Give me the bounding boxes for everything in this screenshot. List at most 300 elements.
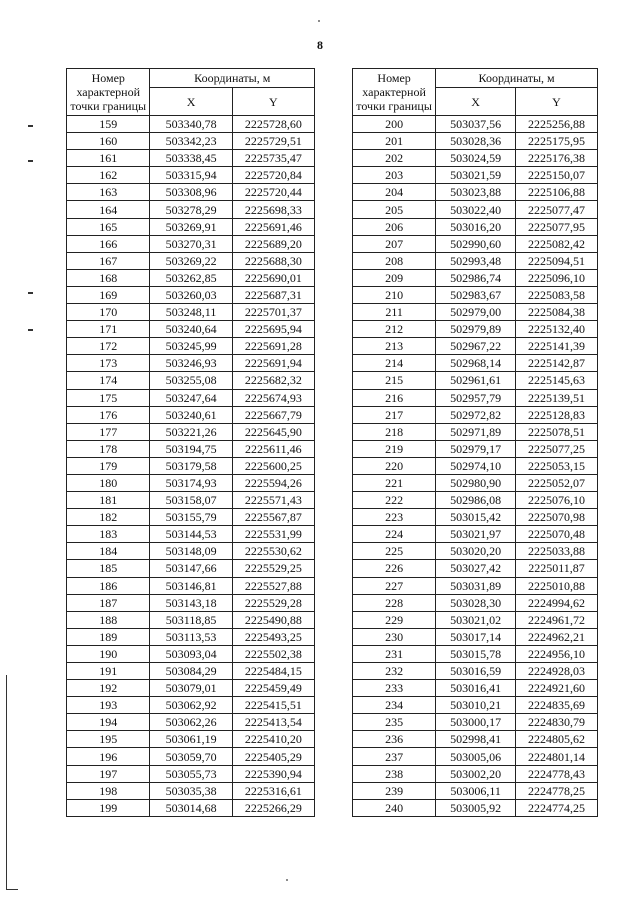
y-coordinate-cell: 2225077,47 [516,201,598,218]
y-coordinate-cell: 2225132,40 [516,321,598,338]
point-number-cell: 172 [67,338,150,355]
point-number-cell: 161 [67,150,150,167]
y-coordinate-cell: 2225176,38 [516,150,598,167]
table-row [67,509,315,526]
point-number-header: Номер характерной точки границы [353,69,436,116]
point-number-cell: 239 [353,782,436,799]
table-row [353,526,598,543]
table-row [353,611,598,628]
y-coordinate-cell: 2225529,25 [232,560,314,577]
y-coordinate-cell: 2225691,46 [232,218,314,235]
table-row [67,526,315,543]
point-number-cell: 186 [67,577,150,594]
scan-dot [286,879,288,881]
point-number-cell: 177 [67,423,150,440]
point-number-cell: 175 [67,389,150,406]
point-number-cell: 219 [353,440,436,457]
x-coordinate-cell: 502968,14 [436,355,516,372]
point-number-cell: 181 [67,492,150,509]
y-coordinate-cell: 2224928,03 [516,663,598,680]
y-coordinate-cell: 2225077,95 [516,218,598,235]
y-coordinate-cell: 2225687,31 [232,286,314,303]
y-coordinate-cell: 2225567,87 [232,509,314,526]
table-row [353,731,598,748]
table-row [353,372,598,389]
y-coordinate-cell: 2225033,88 [516,543,598,560]
y-coordinate-cell: 2225010,88 [516,577,598,594]
y-coordinate-cell: 2224830,79 [516,714,598,731]
point-number-cell: 163 [67,184,150,201]
point-number-cell: 232 [353,663,436,680]
table-row [67,663,315,680]
x-coordinate-cell: 503221,26 [150,423,232,440]
table-row [67,218,315,235]
point-number-cell: 215 [353,372,436,389]
x-coordinate-cell: 503017,14 [436,628,516,645]
margin-line [6,889,18,890]
table-row [67,457,315,474]
table-row [67,133,315,150]
x-coordinate-cell: 503059,70 [150,748,232,765]
table-row [353,645,598,662]
x-coordinate-cell: 502990,60 [436,235,516,252]
table-row [67,714,315,731]
table-row [67,645,315,662]
table-row [353,406,598,423]
x-coordinate-cell: 502983,67 [436,286,516,303]
table-row [67,355,315,372]
table-row [67,423,315,440]
y-coordinate-cell: 2225698,33 [232,201,314,218]
x-coordinate-cell: 503062,92 [150,697,232,714]
x-coordinate-cell: 503000,17 [436,714,516,731]
y-coordinate-cell: 2225150,07 [516,167,598,184]
y-coordinate-cell: 2225094,51 [516,252,598,269]
point-number-cell: 176 [67,406,150,423]
point-number-cell: 229 [353,611,436,628]
table-row [353,509,598,526]
y-coordinate-cell: 2225645,90 [232,423,314,440]
table-row [353,423,598,440]
x-coordinate-cell: 503143,18 [150,594,232,611]
y-coordinate-cell: 2225175,95 [516,133,598,150]
x-coordinate-cell: 503016,59 [436,663,516,680]
y-coordinate-cell: 2225674,93 [232,389,314,406]
point-number-cell: 169 [67,286,150,303]
x-coordinate-cell: 503262,85 [150,269,232,286]
point-number-cell: 236 [353,731,436,748]
margin-mark [28,292,33,294]
table-row [67,338,315,355]
y-coordinate-cell: 2225530,62 [232,543,314,560]
table-row [67,731,315,748]
y-header: Y [232,88,314,116]
point-number-cell: 227 [353,577,436,594]
x-header: X [436,88,516,116]
y-coordinate-cell: 2224994,62 [516,594,598,611]
point-number-cell: 180 [67,474,150,491]
point-number-cell: 193 [67,697,150,714]
y-coordinate-cell: 2224778,43 [516,765,598,782]
table-row [67,372,315,389]
point-number-cell: 187 [67,594,150,611]
y-coordinate-cell: 2225096,10 [516,269,598,286]
point-number-cell: 228 [353,594,436,611]
x-coordinate-cell: 503062,26 [150,714,232,731]
point-number-cell: 190 [67,645,150,662]
x-coordinate-cell: 503022,40 [436,201,516,218]
x-coordinate-cell: 502986,08 [436,492,516,509]
y-coordinate-cell: 2225077,25 [516,440,598,457]
point-number-cell: 171 [67,321,150,338]
x-coordinate-cell: 503255,08 [150,372,232,389]
point-number-header: Номер характерной точки границы [67,69,150,116]
point-number-cell: 183 [67,526,150,543]
point-number-cell: 168 [67,269,150,286]
y-coordinate-cell: 2225390,94 [232,765,314,782]
table-row [353,594,598,611]
x-coordinate-cell: 503240,64 [150,321,232,338]
table-row [67,543,315,560]
y-coordinate-cell: 2225076,10 [516,492,598,509]
point-number-cell: 221 [353,474,436,491]
x-coordinate-cell: 503158,07 [150,492,232,509]
scan-dot [318,20,320,22]
table-row [67,304,315,321]
x-coordinate-cell: 502961,61 [436,372,516,389]
table-row [353,680,598,697]
y-coordinate-cell: 2225695,94 [232,321,314,338]
table-row [353,765,598,782]
table-row [353,304,598,321]
table-row [353,167,598,184]
y-coordinate-cell: 2224835,69 [516,697,598,714]
x-coordinate-cell: 503246,93 [150,355,232,372]
table-row [67,782,315,799]
point-number-cell: 214 [353,355,436,372]
x-coordinate-cell: 503269,22 [150,252,232,269]
point-number-cell: 189 [67,628,150,645]
x-coordinate-cell: 503055,73 [150,765,232,782]
y-coordinate-cell: 2225729,51 [232,133,314,150]
point-number-cell: 182 [67,509,150,526]
table-row [353,440,598,457]
x-coordinate-cell: 503002,20 [436,765,516,782]
table-row [67,116,315,133]
x-coordinate-cell: 503005,92 [436,799,516,816]
table-row [353,799,598,816]
x-coordinate-cell: 502979,89 [436,321,516,338]
x-coordinate-cell: 503016,41 [436,680,516,697]
x-coordinate-cell: 503006,11 [436,782,516,799]
y-coordinate-cell: 2224778,25 [516,782,598,799]
x-coordinate-cell: 503005,06 [436,748,516,765]
point-number-cell: 226 [353,560,436,577]
y-coordinate-cell: 2225410,20 [232,731,314,748]
table-row [353,321,598,338]
x-coordinate-cell: 503155,79 [150,509,232,526]
y-coordinate-cell: 2225145,63 [516,372,598,389]
y-coordinate-cell: 2224921,60 [516,680,598,697]
page-number: 8 [317,38,323,52]
point-number-cell: 213 [353,338,436,355]
x-coordinate-cell: 503146,81 [150,577,232,594]
point-number-cell: 198 [67,782,150,799]
point-number-cell: 184 [67,543,150,560]
point-number-cell: 218 [353,423,436,440]
table-row [353,748,598,765]
table-row [67,389,315,406]
table-row [67,235,315,252]
point-number-cell: 220 [353,457,436,474]
y-coordinate-cell: 2225490,88 [232,611,314,628]
point-number-cell: 164 [67,201,150,218]
x-coordinate-cell: 503240,61 [150,406,232,423]
table-row [353,355,598,372]
x-coordinate-cell: 502974,10 [436,457,516,474]
x-coordinate-cell: 503028,36 [436,133,516,150]
point-number-cell: 240 [353,799,436,816]
y-coordinate-cell: 2225735,47 [232,150,314,167]
table-row [353,218,598,235]
table-row [67,184,315,201]
x-coordinate-cell: 502979,00 [436,304,516,321]
point-number-cell: 178 [67,440,150,457]
x-coordinate-cell: 503015,42 [436,509,516,526]
coordinates-table-right [352,68,598,817]
table-row [353,235,598,252]
point-number-cell: 194 [67,714,150,731]
y-coordinate-cell: 2225600,25 [232,457,314,474]
y-coordinate-cell: 2225266,29 [232,799,314,816]
y-coordinate-cell: 2225256,88 [516,116,598,133]
table-row [353,252,598,269]
point-number-cell: 235 [353,714,436,731]
y-coordinate-cell: 2225682,32 [232,372,314,389]
x-coordinate-cell: 503340,78 [150,116,232,133]
x-coordinate-cell: 502993,48 [436,252,516,269]
table-row [353,201,598,218]
point-number-cell: 173 [67,355,150,372]
x-coordinate-cell: 503016,20 [436,218,516,235]
x-coordinate-cell: 503308,96 [150,184,232,201]
table-row [353,628,598,645]
point-number-cell: 160 [67,133,150,150]
table-row [67,628,315,645]
point-number-cell: 202 [353,150,436,167]
point-number-cell: 174 [67,372,150,389]
coordinates-header: Координаты, м [150,69,315,88]
table-row [353,184,598,201]
y-coordinate-cell: 2225594,26 [232,474,314,491]
y-coordinate-cell: 2225078,51 [516,423,598,440]
x-coordinate-cell: 502957,79 [436,389,516,406]
margin-mark [28,329,33,331]
table-row [353,133,598,150]
point-number-cell: 230 [353,628,436,645]
point-number-cell: 192 [67,680,150,697]
point-number-cell: 165 [67,218,150,235]
point-number-cell: 191 [67,663,150,680]
x-coordinate-cell: 503315,94 [150,167,232,184]
point-number-cell: 166 [67,235,150,252]
point-number-cell: 216 [353,389,436,406]
x-coordinate-cell: 503015,78 [436,645,516,662]
table-row [67,406,315,423]
y-coordinate-cell: 2225052,07 [516,474,598,491]
y-coordinate-cell: 2225571,43 [232,492,314,509]
x-coordinate-cell: 503248,11 [150,304,232,321]
table-row [353,338,598,355]
point-number-cell: 234 [353,697,436,714]
y-coordinate-cell: 2225689,20 [232,235,314,252]
point-number-cell: 201 [353,133,436,150]
point-number-cell: 200 [353,116,436,133]
x-header: X [150,88,232,116]
x-coordinate-cell: 503021,59 [436,167,516,184]
y-coordinate-cell: 2225070,98 [516,509,598,526]
y-coordinate-cell: 2225070,48 [516,526,598,543]
point-number-cell: 207 [353,235,436,252]
table-row [353,150,598,167]
x-coordinate-cell: 503260,03 [150,286,232,303]
table-row [353,782,598,799]
y-coordinate-cell: 2225083,58 [516,286,598,303]
y-coordinate-cell: 2225415,51 [232,697,314,714]
x-coordinate-cell: 503021,02 [436,611,516,628]
y-coordinate-cell: 2225405,29 [232,748,314,765]
x-coordinate-cell: 503270,31 [150,235,232,252]
point-number-cell: 211 [353,304,436,321]
y-coordinate-cell: 2225139,51 [516,389,598,406]
point-number-cell: 233 [353,680,436,697]
table-row [67,440,315,457]
point-number-cell: 209 [353,269,436,286]
y-coordinate-cell: 2225720,44 [232,184,314,201]
y-coordinate-cell: 2225484,15 [232,663,314,680]
table-row [67,594,315,611]
y-coordinate-cell: 2225082,42 [516,235,598,252]
margin-line [6,675,7,890]
point-number-cell: 208 [353,252,436,269]
y-coordinate-cell: 2224774,25 [516,799,598,816]
y-coordinate-cell: 2224961,72 [516,611,598,628]
table-row [67,577,315,594]
point-number-cell: 212 [353,321,436,338]
coordinates-header: Координаты, м [436,69,598,88]
point-number-cell: 206 [353,218,436,235]
y-coordinate-cell: 2225106,88 [516,184,598,201]
point-number-cell: 185 [67,560,150,577]
point-number-cell: 238 [353,765,436,782]
table-row [353,492,598,509]
y-coordinate-cell: 2225142,87 [516,355,598,372]
x-coordinate-cell: 502967,22 [436,338,516,355]
coordinates-table-left [66,68,315,817]
point-number-cell: 204 [353,184,436,201]
x-coordinate-cell: 502986,74 [436,269,516,286]
x-coordinate-cell: 503027,42 [436,560,516,577]
x-coordinate-cell: 503037,56 [436,116,516,133]
table-row [67,560,315,577]
y-coordinate-cell: 2224962,21 [516,628,598,645]
table-row [67,492,315,509]
point-number-cell: 223 [353,509,436,526]
y-coordinate-cell: 2225459,49 [232,680,314,697]
y-coordinate-cell: 2224801,14 [516,748,598,765]
y-coordinate-cell: 2225128,83 [516,406,598,423]
x-coordinate-cell: 503020,20 [436,543,516,560]
table-row [353,457,598,474]
y-coordinate-cell: 2225141,39 [516,338,598,355]
point-number-cell: 205 [353,201,436,218]
y-coordinate-cell: 2225084,38 [516,304,598,321]
y-coordinate-cell: 2225667,79 [232,406,314,423]
table-row [67,321,315,338]
point-number-cell: 237 [353,748,436,765]
y-coordinate-cell: 2224956,10 [516,645,598,662]
table-row [67,167,315,184]
table-row [67,201,315,218]
x-coordinate-cell: 503245,99 [150,338,232,355]
table-row [67,474,315,491]
point-number-cell: 203 [353,167,436,184]
point-number-cell: 196 [67,748,150,765]
y-coordinate-cell: 2225493,25 [232,628,314,645]
y-coordinate-cell: 2225611,46 [232,440,314,457]
table-row [67,150,315,167]
x-coordinate-cell: 503010,21 [436,697,516,714]
point-number-cell: 179 [67,457,150,474]
point-number-cell: 188 [67,611,150,628]
y-coordinate-cell: 2225053,15 [516,457,598,474]
x-coordinate-cell: 503023,88 [436,184,516,201]
x-coordinate-cell: 502971,89 [436,423,516,440]
table-row [67,286,315,303]
x-coordinate-cell: 503024,59 [436,150,516,167]
table-row [353,269,598,286]
x-coordinate-cell: 503179,58 [150,457,232,474]
table-row [353,389,598,406]
x-coordinate-cell: 503035,38 [150,782,232,799]
y-coordinate-cell: 2225690,01 [232,269,314,286]
y-coordinate-cell: 2225531,99 [232,526,314,543]
y-coordinate-cell: 2225701,37 [232,304,314,321]
point-number-cell: 217 [353,406,436,423]
table-row [353,697,598,714]
y-coordinate-cell: 2225691,28 [232,338,314,355]
x-coordinate-cell: 503014,68 [150,799,232,816]
y-header: Y [516,88,598,116]
x-coordinate-cell: 503342,23 [150,133,232,150]
x-coordinate-cell: 503338,45 [150,150,232,167]
point-number-cell: 224 [353,526,436,543]
table-row [67,680,315,697]
x-coordinate-cell: 503118,85 [150,611,232,628]
y-coordinate-cell: 2225011,87 [516,560,598,577]
y-coordinate-cell: 2224805,62 [516,731,598,748]
point-number-cell: 170 [67,304,150,321]
x-coordinate-cell: 503084,29 [150,663,232,680]
x-coordinate-cell: 503148,09 [150,543,232,560]
y-coordinate-cell: 2225688,30 [232,252,314,269]
point-number-cell: 231 [353,645,436,662]
x-coordinate-cell: 503028,30 [436,594,516,611]
table-row [353,714,598,731]
x-coordinate-cell: 503079,01 [150,680,232,697]
table-row [67,611,315,628]
margin-mark [28,160,33,162]
